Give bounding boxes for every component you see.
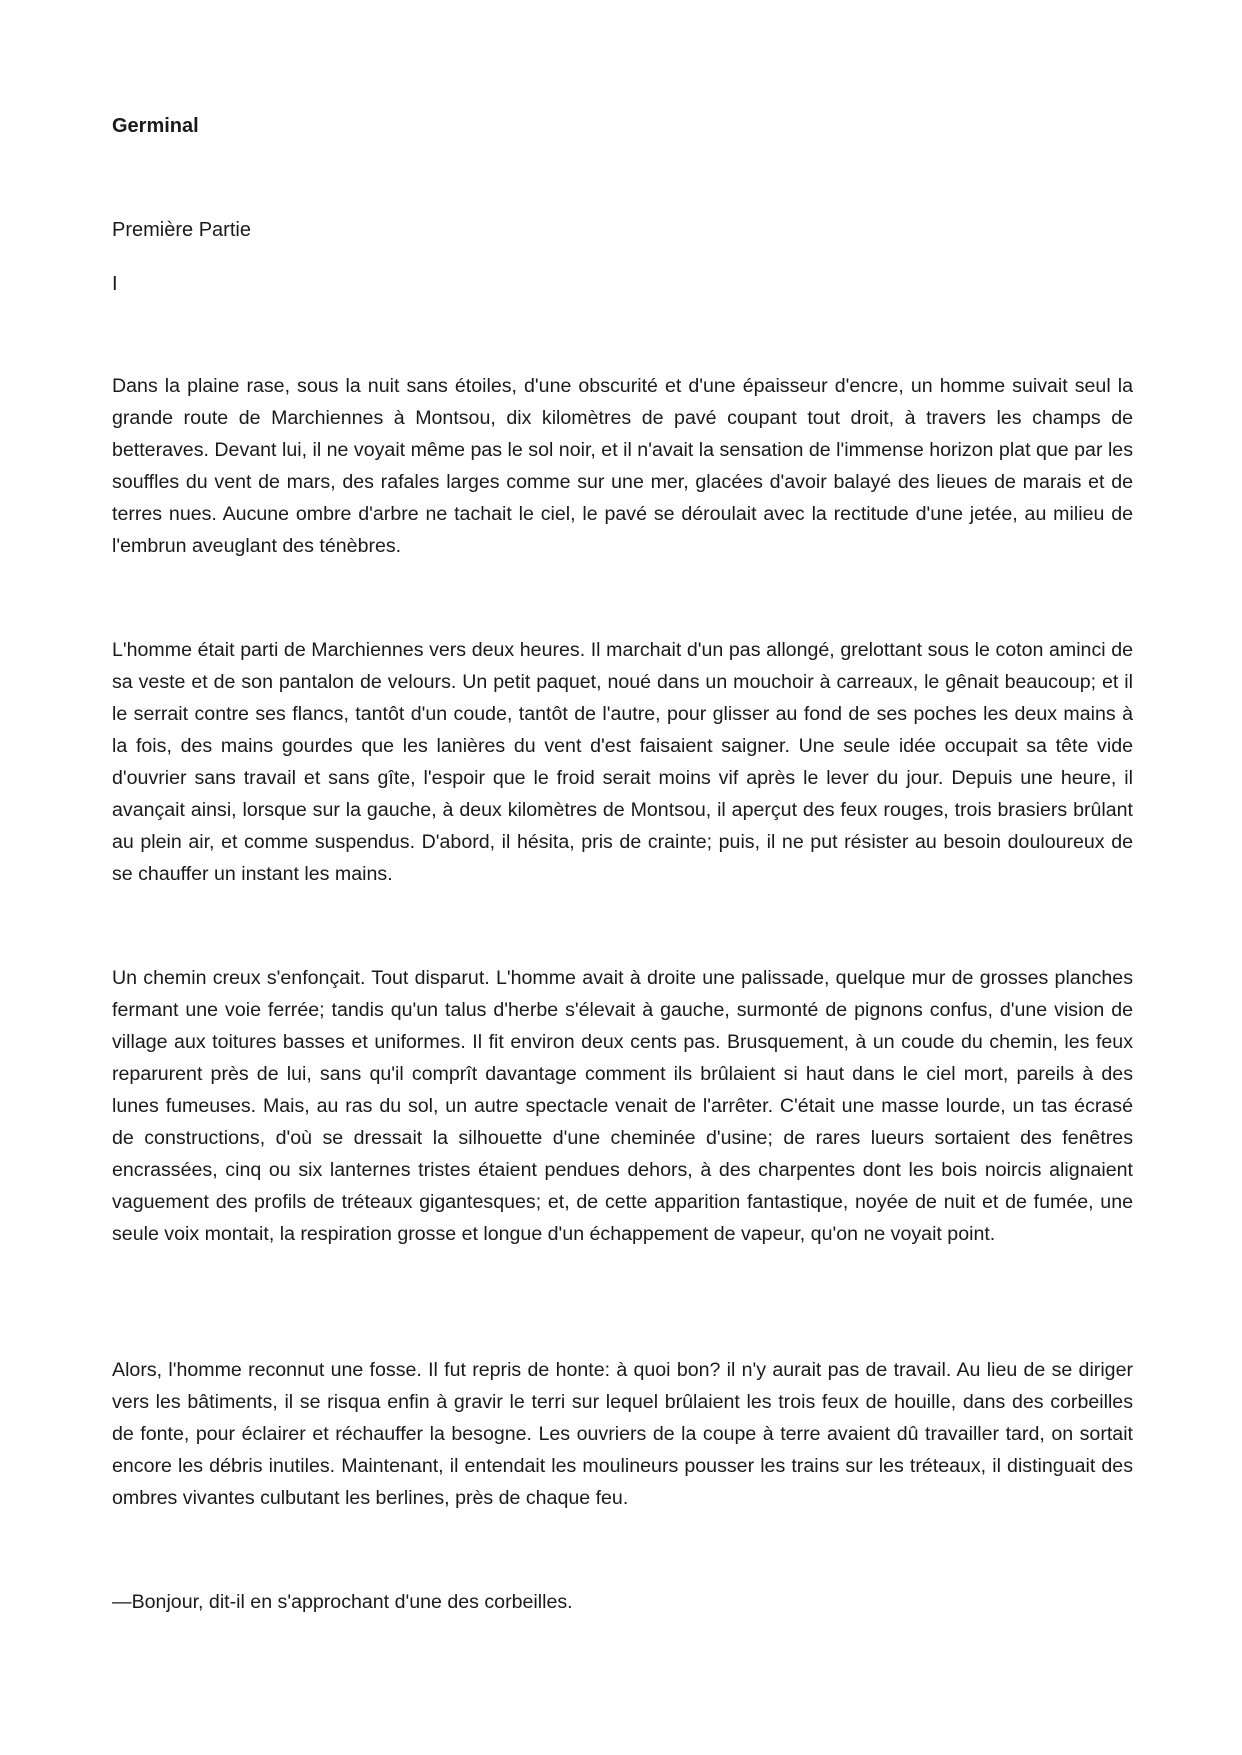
dialogue-line: —Bonjour, dit-il en s'approchant d'une des corbeilles. [112,1591,573,1613]
book-title: Germinal [112,115,199,137]
chapter-heading: I [112,273,118,295]
paragraph: Dans la plaine rase, sous la nuit sans étoiles, d'une obscurité et d'une épaisseur d'encre, un homme suivait seul la grande route de Marchiennes à Montsou, dix kilomètres de pavé coupant tout droit, à travers les champs de betteraves. Devant lui, il ne voyait même pas le sol noir, et il n'avait la sensation de l'immense horizon plat que par les souffles du vent de mars, des rafales larges comme sur une mer, glacées d'avoir balayé des lieues de marais et de terres nues. Aucune ombre d'arbre ne tachait le ciel, le pavé se déroulait avec la rectitude d'une jetée, au milieu de l'embrun aveuglant des ténèbres. [112,375,1133,557]
part-heading: Première Partie [112,219,251,241]
paragraph: Alors, l'homme reconnut une fosse. Il fut repris de honte: à quoi bon? il n'y aurait pas de travail. Au lieu de se diriger vers les bâtiments, il se risqua enfin à gravir le terri sur lequel brûlaient les trois feux de houille, dans des corbeilles de fonte, pour éclairer et réchauffer la besogne. Les ouvriers de la coupe à terre avaient dû travailler tard, on sortait encore les débris inutiles. Maintenant, il entendait les moulineurs pousser les trains sur les tréteaux, il distinguait des ombres vivantes culbutant les berlines, près de chaque feu. [112,1359,1133,1509]
paragraph: L'homme était parti de Marchiennes vers deux heures. Il marchait d'un pas allongé, grelottant sous le coton aminci de sa veste et de son pantalon de velours. Un petit paquet, noué dans un mouchoir à carreaux, le gênait beaucoup; et il le serrait contre ses flancs, tantôt d'un coude, tantôt de l'autre, pour glisser au fond de ses poches les deux mains à la fois, des mains gourdes que les lanières du vent d'est faisaient saigner. Une seule idée occupait sa tête vide d'ouvrier sans travail et sans gîte, l'espoir que le froid serait moins vif après le lever du jour. Depuis une heure, il avançait ainsi, lorsque sur la gauche, à deux kilomètres de Montsou, il aperçut des feux rouges, trois brasiers brûlant au plein air, et comme suspendus. D'abord, il hésita, pris de crainte; puis, il ne put résister au besoin douloureux de se chauffer un instant les mains. [112,639,1133,885]
paragraph: Un chemin creux s'enfonçait. Tout disparut. L'homme avait à droite une palissade, quelque mur de grosses planches fermant une voie ferrée; tandis qu'un talus d'herbe s'élevait à gauche, surmonté de pignons confus, d'une vision de village aux toitures basses et uniformes. Il fit environ deux cents pas. Brusquement, à un coude du chemin, les feux reparurent près de lui, sans qu'il comprît davantage comment ils brûlaient si haut dans le ciel mort, pareils à des lunes fumeuses. Mais, au ras du sol, un autre spectacle venait de l'arrêter. C'était une masse lourde, un tas écrasé de constructions, d'où se dressait la silhouette d'une cheminée d'usine; de rares lueurs sortaient des fenêtres encrassées, cinq ou six lanternes tristes étaient pendues dehors, à des charpentes dont les bois noircis alignaient vaguement des profils de tréteaux gigantesques; et, de cette apparition fantastique, noyée de nuit et de fumée, une seule voix montait, la respiration grosse et longue d'un échappement de vapeur, qu'on ne voyait point. [112,967,1133,1245]
